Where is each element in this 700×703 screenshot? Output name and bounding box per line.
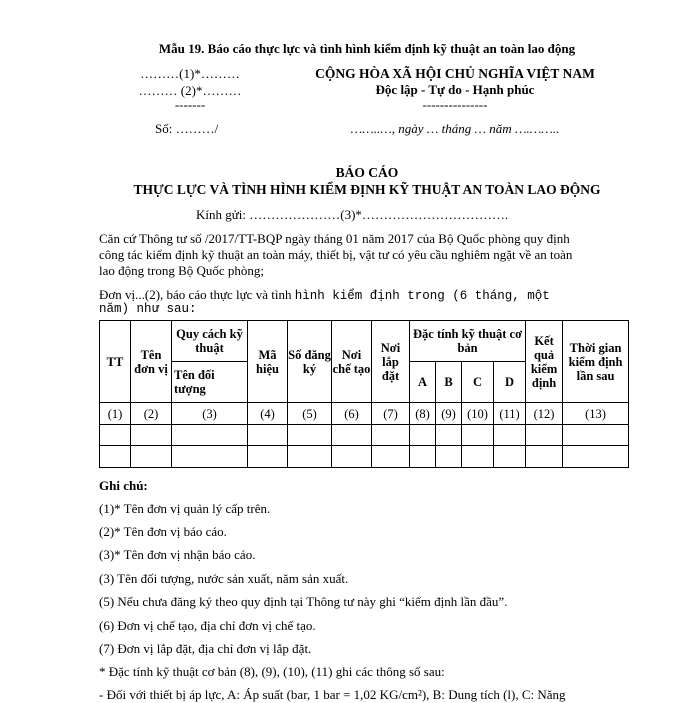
- note-item: (2)* Tên đơn vị báo cáo.: [99, 524, 227, 539]
- table-row: [100, 446, 629, 468]
- index-cell: (9): [436, 403, 462, 425]
- index-cell: (1): [100, 403, 131, 425]
- national-motto: Độc lập - Tự do - Hạnh phúc: [375, 82, 535, 97]
- index-cell: (6): [332, 403, 372, 425]
- report-title: BÁO CÁO: [335, 165, 399, 180]
- date-line: ……..…, ngày … tháng … năm ….……..: [350, 121, 560, 136]
- recipient-line: Kính gửi: …………………(3)*…………………………….: [196, 207, 509, 222]
- inspection-report-table: [99, 320, 629, 468]
- col-object-name: Tên đối tượng: [172, 362, 248, 403]
- col-tt: TT: [100, 321, 131, 403]
- note-item: - Đối với thiết bị áp lực, A: Áp suất (bar, 1 bar = 1,02 KG/cm²), B: Dung tích (l), C: Năng: [99, 687, 566, 702]
- document-number: Số: ………/: [155, 121, 219, 136]
- col-manufacture-place: Nơi chế tạo: [332, 321, 372, 403]
- col-spec-c: C: [462, 362, 494, 403]
- legal-basis-line-3: lao động trong Bộ Quốc phòng;: [99, 263, 265, 278]
- col-spec-a: A: [410, 362, 436, 403]
- note-item: (3)* Tên đơn vị nhận báo cáo.: [99, 547, 256, 562]
- col-spec-d: D: [494, 362, 526, 403]
- index-cell: (4): [248, 403, 288, 425]
- unit-report-period-cont: năm) như sau:: [99, 302, 197, 316]
- col-tech-specs: Đặc tính kỹ thuật cơ bản: [410, 321, 526, 362]
- notes-heading: Ghi chú:: [99, 478, 148, 493]
- index-cell: (3): [172, 403, 248, 425]
- index-cell: (10): [462, 403, 494, 425]
- index-cell: (12): [526, 403, 563, 425]
- col-install-place: Nơi lắp đặt: [372, 321, 410, 403]
- note-item: * Đặc tính kỹ thuật cơ bản (8), (9), (10), (11) ghi các thông số sau:: [99, 664, 445, 679]
- country-name: CỘNG HÒA XÃ HỘI CHỦ NGHĨA VIỆT NAM: [315, 66, 595, 81]
- header-right-divider: ---------------: [422, 97, 488, 112]
- col-spec: Quy cách kỹ thuật: [172, 321, 248, 362]
- form-title: Mẫu 19. Báo cáo thực lực và tình hình kiểm định kỹ thuật an toàn lao động: [158, 41, 576, 56]
- header-left-divider: -------: [174, 97, 206, 112]
- note-item: (5) Nếu chưa đăng ký theo quy định tại Thông tư này ghi “kiểm định lần đầu”.: [99, 594, 508, 609]
- legal-basis-line-2: công tác kiểm định kỹ thuật an toàn máy, thiết bị, vật tư có yêu cầu nghiêm ngặt về an toàn: [99, 247, 573, 262]
- col-result: Kết quả kiểm định: [526, 321, 563, 403]
- table-row: [100, 425, 629, 446]
- report-subtitle: THỰC LỰC VÀ TÌNH HÌNH KIỂM ĐỊNH KỸ THUẬT AN TOÀN LAO ĐỘNG: [133, 182, 601, 197]
- unit-report-prefix: Đơn vị...(2), báo cáo thực lực và tình: [99, 287, 295, 302]
- superior-unit-placeholder: ………(1)*………: [140, 66, 240, 81]
- reporting-unit-placeholder: ……… (2)*………: [138, 83, 242, 98]
- unit-report-line: [99, 287, 550, 303]
- note-item: (6) Đơn vị chế tạo, địa chỉ đơn vị chế tạo.: [99, 618, 316, 633]
- col-spec-b: B: [436, 362, 462, 403]
- index-cell: (7): [372, 403, 410, 425]
- note-item: (1)* Tên đơn vị quản lý cấp trên.: [99, 501, 271, 516]
- unit-report-period: hình kiểm định trong (6 tháng, một: [294, 289, 550, 303]
- col-model: Mã hiệu: [248, 321, 288, 403]
- index-cell: (11): [494, 403, 526, 425]
- col-next-time: Thời gian kiểm định lần sau: [563, 321, 629, 403]
- note-item: (7) Đơn vị lắp đặt, địa chỉ đơn vị lắp đặt.: [99, 641, 312, 656]
- col-reg-no: Số đăng ký: [288, 321, 332, 403]
- note-item: (3) Tên đối tượng, nước sản xuất, năm sản xuất.: [99, 571, 349, 586]
- table-index-row: [100, 403, 629, 425]
- legal-basis-line-1: Căn cứ Thông tư số /2017/TT-BQP ngày tháng 01 năm 2017 của Bộ Quốc phòng quy định: [99, 231, 570, 246]
- index-cell: (13): [563, 403, 629, 425]
- index-cell: (8): [410, 403, 436, 425]
- index-cell: (2): [131, 403, 172, 425]
- index-cell: (5): [288, 403, 332, 425]
- col-unit-name: Tên đơn vị: [131, 321, 172, 403]
